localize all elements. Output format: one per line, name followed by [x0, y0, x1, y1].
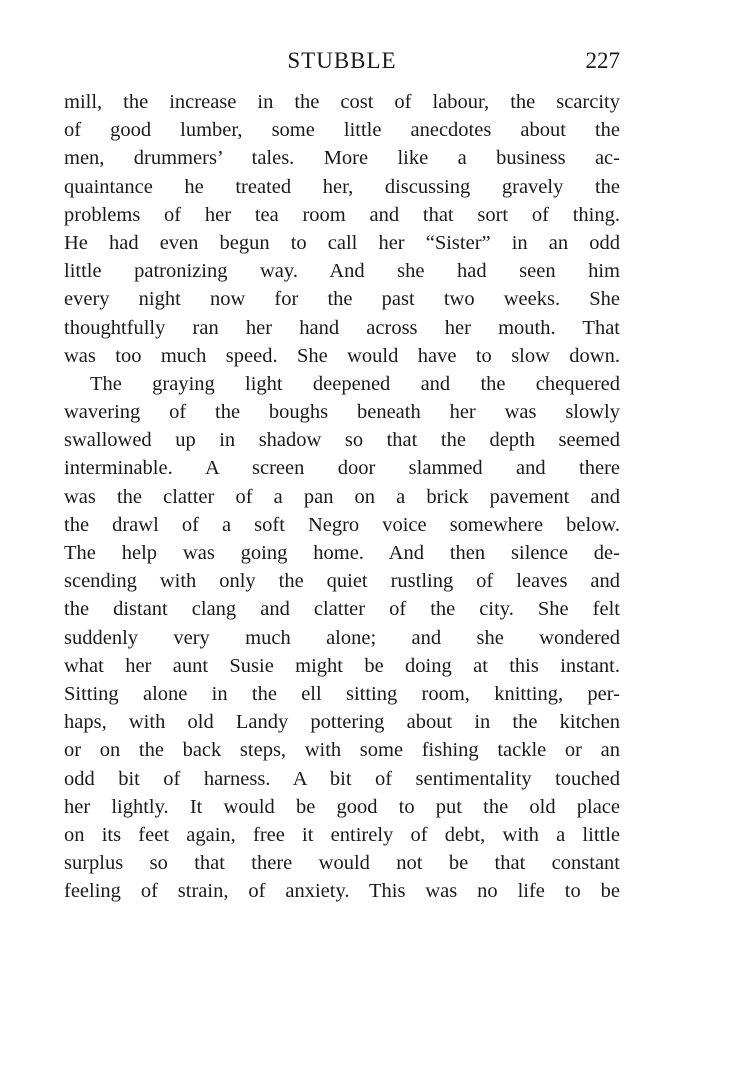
text-line: swallowed up in shadow so that the depth seemed	[64, 429, 620, 452]
text-line: haps, with old Landy pottering about in the kitchen	[64, 711, 620, 734]
text-line: wavering of the boughs beneath her was slowly	[64, 401, 620, 424]
text-line: odd bit of harness. A bit of sentimentality touched	[64, 767, 620, 790]
text-line: was too much speed. She would have to slow down.	[64, 344, 620, 367]
text-line: feeling of strain, of anxiety. This was no life to be	[64, 880, 620, 903]
page-number: 227	[585, 48, 620, 73]
text-line: Sitting alone in the ell sitting room, knitting, per-	[64, 682, 620, 705]
text-line: scending with only the quiet rustling of leaves and	[64, 570, 620, 593]
text-line: of good lumber, some little anecdotes about the	[64, 119, 620, 142]
text-line: men, drummers’ tales. More like a business ac-	[64, 147, 620, 170]
text-line: suddenly very much alone; and she wondered	[64, 626, 620, 649]
text-line: her lightly. It would be good to put the old place	[64, 795, 620, 818]
text-line: problems of her tea room and that sort of thing.	[64, 203, 620, 226]
text-line: the distant clang and clatter of the city. She felt	[64, 598, 620, 621]
text-line: interminable. A screen door slammed and there	[64, 457, 620, 480]
text-line: or on the back steps, with some fishing tackle or an	[64, 739, 620, 762]
running-title: STUBBLE	[287, 48, 397, 73]
text-line: little patronizing way. And she had seen him	[64, 260, 620, 283]
text-line: thoughtfully ran her hand across her mouth. That	[64, 316, 620, 339]
paragraph-start-line: The graying light deepened and the chequered	[90, 372, 620, 395]
text-line: was the clatter of a pan on a brick pavement and	[64, 485, 620, 508]
text-line: He had even begun to call her “Sister” in an odd	[64, 231, 620, 254]
text-line: mill, the increase in the cost of labour, the scarcity	[64, 91, 620, 113]
text-line: on its feet again, free it entirely of debt, with a little	[64, 823, 620, 846]
text-line: every night now for the past two weeks. She	[64, 288, 620, 311]
text-line: quaintance he treated her, discussing gravely the	[64, 175, 620, 198]
text-line: what her aunt Susie might be doing at this instant.	[64, 654, 620, 677]
text-line: the drawl of a soft Negro voice somewhere below.	[64, 513, 620, 536]
text-line: The help was going home. And then silence de-	[64, 542, 620, 564]
running-head	[64, 46, 620, 76]
text-line: surplus so that there would not be that constant	[64, 852, 620, 875]
body-text	[64, 88, 620, 905]
